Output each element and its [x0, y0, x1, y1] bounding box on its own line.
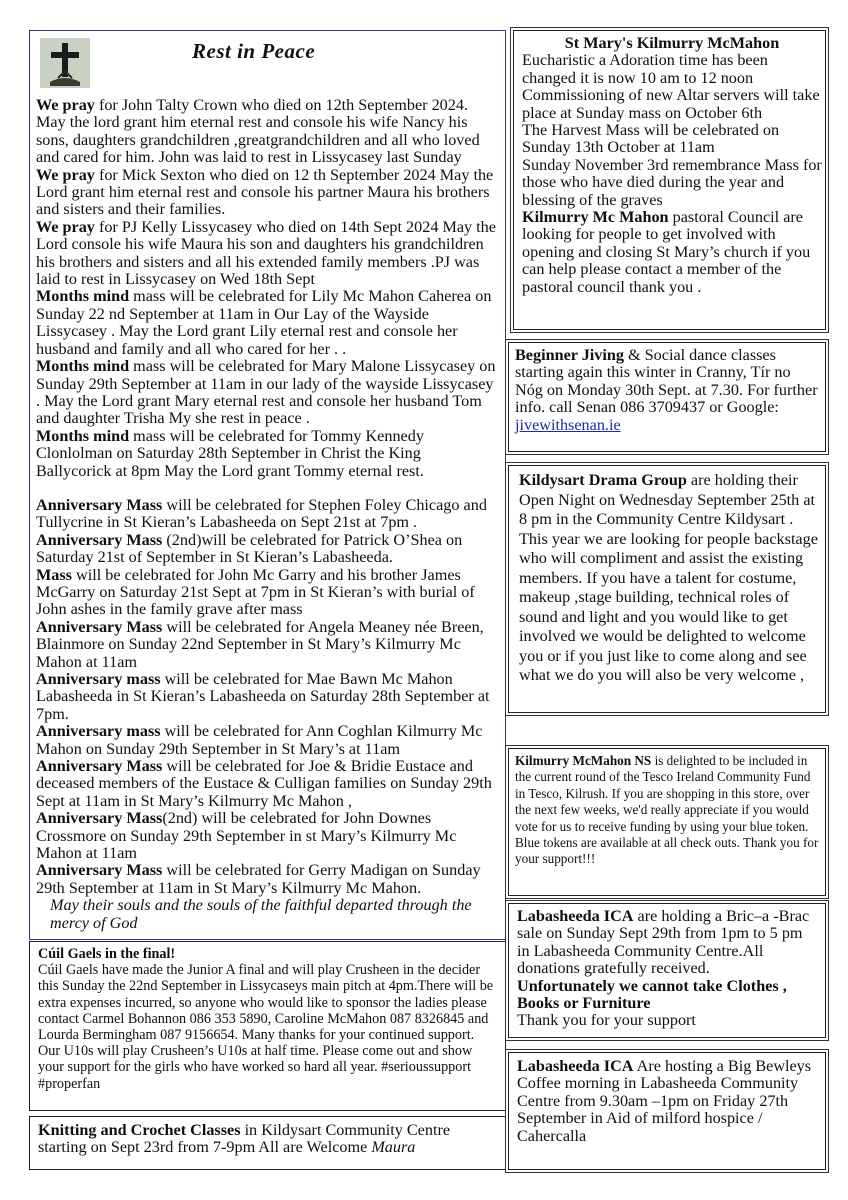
st-marys-p4: Sunday November 3rd remembrance Mass for those who have died during the year and blessing of the graves	[522, 155, 822, 209]
ica-coffee-text	[517, 1058, 819, 1145]
rip-notice	[36, 288, 498, 358]
rip-notice-lead: Anniversary Mass	[36, 861, 163, 880]
rip-notice	[36, 723, 498, 758]
rip-notice	[36, 167, 498, 219]
ica-bric-thanks: Thank you for your support	[517, 1011, 696, 1030]
drama-panel	[508, 465, 826, 713]
tesco-text	[515, 753, 820, 868]
ica-bric-panel	[508, 903, 826, 1038]
st-marys-p2: Commissioning of new Altar servers will take place at Sunday mass on October 6th	[522, 86, 820, 122]
rip-notice-text: (2nd) will be celebrated for John Downes Crossmore on Sunday 29th September in st Mary’s Kilmurry Mc Mahon at 11am	[36, 809, 457, 863]
rip-notice	[36, 671, 498, 723]
cuil-gaels-panel	[29, 941, 506, 1111]
rip-notice-lead: Months mind	[36, 426, 130, 445]
jiving-lead: Beginner Jiving	[515, 346, 624, 364]
knitting-panel	[29, 1116, 506, 1170]
knitting-sign: Maura	[371, 1138, 416, 1157]
rip-notice	[36, 862, 498, 897]
rip-notice-text: for PJ Kelly Lissycasey who died on 14th Sept 2024 May the Lord console his wife Maura his son and daughters his grandchildren his brothers and sisters and all his extended family members .PJ was laid to rest in Lissycasey on Wed 18th Sept	[36, 217, 496, 289]
rip-notice-lead: Anniversary Mass	[36, 495, 163, 514]
rip-closing-prayer: May their souls and the souls of the faithful departed through the mercy of God	[50, 896, 472, 932]
rip-notice-text: for John Talty Crown who died on 12th September 2024. May the lord grant him eternal rest and console his wife Nancy his sons, daughters grandchildren ,greatgrandchildren and all who loved and cared for him. John was laid to rest in Lissycasey last Sunday	[36, 96, 480, 167]
cuil-body: Cúil Gaels have made the Junior A final and will play Crusheen in the decider this Sunday the 22nd September in Lissycaseys main pitch at 4pm.There will be extra expenses incurred, so anyone who would like to sponsor the ladies please contact Carmel Bohannon 086 353 5890, Caroline McMahon 087 8326845 and Lourda Bermingham 087 9156654. Many thanks for your continued support. Our U10s will play Crusheen’s U10s at half time. Please come out and show your support for the girls who have worked so hard all year. #serioussupport #properfan	[38, 962, 494, 1092]
rip-notice	[36, 358, 498, 428]
rip-notice	[36, 219, 498, 289]
rip-notice	[36, 619, 498, 671]
cross-icon	[40, 38, 90, 88]
rip-notice	[36, 532, 498, 567]
cuil-title: Cúil Gaels in the final!	[38, 946, 176, 962]
tesco-panel	[508, 748, 826, 896]
rip-notice-text: (2nd)will be celebrated for Patrick O’Shea on Saturday 21st of September in St Kieran’s Labasheeda.	[36, 530, 463, 567]
rip-notice	[36, 810, 498, 862]
rip-notice-lead: We pray	[36, 96, 95, 114]
rip-notice-lead: We pray	[36, 217, 95, 236]
rip-notice-lead: We pray	[36, 165, 95, 184]
ica-bric-warning: Unfortunately we cannot take Clothes , Books or Furniture	[517, 976, 787, 1013]
st-marys-title: St Mary's Kilmurry McMahon	[564, 34, 780, 52]
rip-notice-text: will be celebrated for Stephen Foley Chicago and Tullycrine in St Kieran’s Labasheeda on Sept 21st at 7pm .	[36, 495, 487, 532]
rip-notice-lead: Months mind	[36, 287, 130, 306]
jiving-panel	[508, 342, 826, 452]
rip-notice-lead: Anniversary Mass	[36, 757, 163, 776]
rip-notice	[36, 497, 498, 532]
tesco-lead: Kilmurry McMahon NS	[515, 753, 652, 768]
st-marys-p3: The Harvest Mass will be celebrated on Sunday 13th October at 11am	[522, 121, 780, 157]
rip-notice-text: will be celebrated for Angela Meaney née Breen, Blainmore on Sunday 22nd September in St Mary’s Kilmurry Mc Mahon at 11am	[36, 617, 484, 671]
rip-notice-lead: Anniversary Mass	[36, 617, 163, 636]
jiving-link[interactable]: jivewithsenan.ie	[515, 415, 621, 434]
rip-notice-text: mass will be celebrated for Mary Malone Lissycasey on Sunday 29th September at 11am in our lady of the wayside Lissycasey . May the Lord grant Mary eternal rest and console her husband Tom and daughter Trisha My she rest in peace .	[36, 357, 496, 428]
rip-notice	[36, 97, 498, 167]
rip-notice-lead: Anniversary Mass	[36, 530, 163, 549]
jiving-text	[515, 347, 820, 434]
rip-notice-lead: Anniversary mass	[36, 722, 161, 741]
rip-notice-text: will be celebrated for John Mc Garry and his brother James McGarry on Saturday 21st Sept at 7pm in St Kieran’s with burial of John ashes in the family grave after mass	[36, 565, 475, 619]
ica-bric-lead: Labasheeda ICA	[517, 907, 634, 925]
rip-notice-lead: Anniversary mass	[36, 670, 161, 688]
knitting-body: in Kildysart Community Centre starting on Sept 23rd from 7-9pm All are Welcome	[38, 1121, 451, 1157]
jiving-body: & Social dance classes starting again this winter in Cranny, Tír no Nóg on Monday 30th Sept. at 7.30. For further info. call Senan 086 3709437 or Google:	[515, 346, 818, 417]
rip-notice-text: will be celebrated for Mae Bawn Mc Mahon Labasheeda in St Kieran’s Labasheeda on Saturday 28th September at 7pm.	[36, 670, 490, 723]
tesco-body: is delighted to be included in the current round of the Tesco Ireland Community Fund in Tesco, Kilrush. If you are shopping in this store, over the next few weeks, we'd really appreciate if you would vote for us to receive funding by using your blue token. Blue tokens are available at all check outs. Thank you for your support!!!	[515, 753, 819, 867]
st-marys-p5: Kilmurry Mc Mahon pastoral Council are looking for people to get involved with opening and closing St Mary’s church if you can help please contact a member of the pastoral council thank you .	[522, 208, 811, 296]
rip-notice-text: mass will be celebrated for Tommy Kennedy Clonlolman on Saturday 28th September in Christ the King Ballycorick at 8pm May the Lord grant Tommy eternal rest.	[36, 426, 424, 480]
rip-notice-text: mass will be celebrated for Lily Mc Mahon Caherea on Sunday 22 nd September at 11am in Our Lay of the Wayside Lissycasey . May the Lord grant Lily eternal rest and console her husband and family and all who cared for her . .	[36, 287, 492, 358]
rest-in-peace-panel	[29, 30, 506, 940]
rip-notice	[36, 567, 498, 619]
drama-lead: Kildysart Drama Group	[519, 471, 687, 489]
st-marys-p5-lead: Kilmurry Mc Mahon	[522, 208, 669, 227]
rip-notice-text: will be celebrated for Joe & Bridie Eustace and deceased members of the Eustace & Culligan families on Sunday 29th Sept at 11am in St Mary’s Kilmurry Mc Mahon ,	[36, 757, 492, 810]
rip-notice-lead: Months mind	[36, 357, 130, 376]
ica-bric-text: Labasheeda ICA are holding a Bric–a -Brac sale on Sunday Sept 29th from 1pm to 5 pm in Labasheeda Community Centre.All donations gratefully received.	[517, 907, 810, 978]
st-marys-panel	[513, 30, 826, 330]
rip-body	[36, 97, 498, 932]
drama-text	[519, 471, 819, 686]
rip-title: Rest in Peace	[192, 39, 316, 63]
ica-coffee-body: Are hosting a Big Bewleys Coffee morning in Labasheeda Community Centre from 9.30am –1pm on Friday 27th September in Aid of milford hospice / Cahercalla	[517, 1057, 812, 1145]
drama-body: are holding their Open Night on Wednesday September 25th at 8 pm in the Community Centre Kildysart . This year we are looking for people backstage who will compliment and assist the existing members. If you have a talent for costume, makeup ,stage building, technical roles of sound and light and you would like to get involved we would be delighted to welcome you or if you just like to come along and see what we do you will also be very welcome ,	[519, 471, 818, 684]
rip-notice-text: will be celebrated for Gerry Madigan on Sunday 29th September at 11am in St Mary’s Kilmurry Mc Mahon.	[36, 861, 481, 897]
rip-notice-lead: Mass	[36, 565, 72, 584]
rip-notice-lead: Anniversary Mass	[36, 809, 163, 828]
ica-coffee-lead: Labasheeda ICA	[517, 1057, 634, 1075]
ica-coffee-panel	[508, 1052, 826, 1170]
knitting-text	[38, 1122, 498, 1157]
rip-notice-text: for Mick Sexton who died on 12 th September 2024 May the Lord grant him eternal rest and console his partner Maura his brothers and sisters and their families.	[36, 165, 494, 219]
rip-notice-text: will be celebrated for Ann Coghlan Kilmurry Mc Mahon on Sunday 29th September in St Mary’s at 11am	[36, 722, 483, 758]
knitting-lead: Knitting and Crochet Classes	[38, 1121, 241, 1139]
rip-notice	[36, 428, 498, 480]
rip-notice	[36, 758, 498, 810]
celtic-cross-image	[40, 38, 90, 88]
st-marys-p1: Eucharistic a Adoration time has been changed it is now 10 am to 12 noon	[522, 51, 768, 87]
